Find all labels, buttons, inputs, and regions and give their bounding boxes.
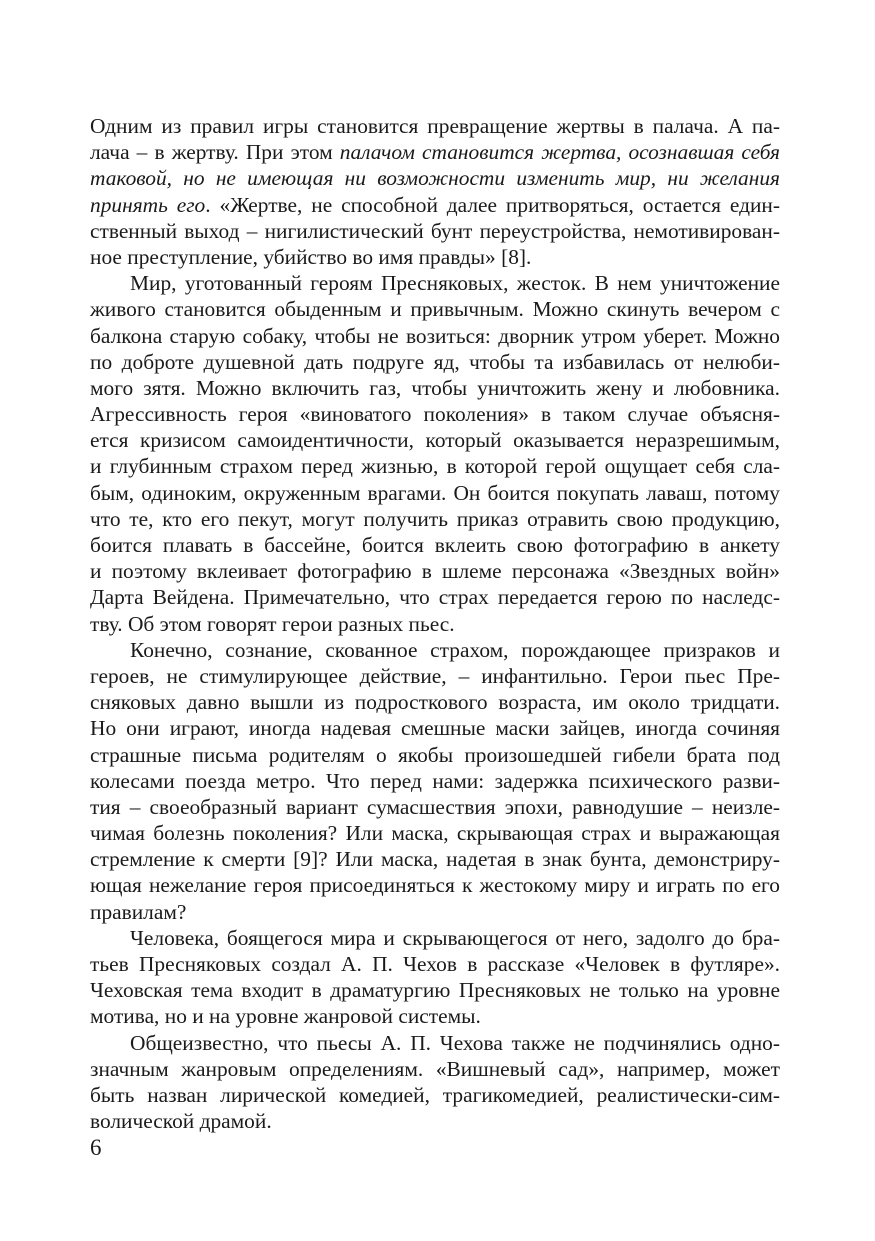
text-segment: Конечно, сознание, скованное страхом, порождающее призраков и — [130, 637, 780, 662]
text-line — [90, 846, 780, 872]
text-segment: ющая нежелание героя присоединяться к жестокому миру и играть по его — [90, 873, 780, 898]
text-segment: что те, кто его пекут, могут получить приказ отравить свою продукцию, — [90, 506, 780, 531]
text-segment: Мир, уготованный героям Пресняковых, жесток. В нем уничтожение — [130, 271, 780, 296]
text-segment: тьев Пресняковых создал А. П. Чехов в рассказе «Человек в футляре». — [90, 952, 780, 976]
text-segment: Агрессивность героя «виноватого поколения» в таком случае объясня- — [90, 402, 780, 427]
text-line — [90, 532, 780, 558]
text-line — [90, 453, 780, 479]
text-segment: мотива, но и на уровне жанровой системы. — [90, 1004, 481, 1029]
text-segment: Дарта Вейдена. Примечательно, что страх передается герою по наследс- — [90, 585, 780, 610]
text-line — [90, 899, 780, 925]
text-line — [90, 349, 780, 375]
text-segment: по доброте душевной дать подруге яд, чтобы та избавилась от нелюби- — [90, 349, 780, 374]
text-line — [90, 611, 780, 637]
text-line — [90, 742, 780, 768]
text-line — [90, 1030, 780, 1056]
text-line — [90, 689, 780, 715]
text-line — [90, 872, 780, 898]
text-segment: чимая болезнь поколения? Или маска, скрывающая страх и выражающая — [90, 821, 780, 846]
text-line — [90, 794, 780, 820]
text-line — [90, 113, 780, 139]
text-segment: бым, одиноким, окруженным врагами. Он боится покупать лаваш, потому — [90, 480, 780, 505]
text-segment: Чеховская тема входит в драматургию Пресняковых не только на уровне — [90, 978, 780, 1003]
text-line — [90, 244, 780, 270]
text-segment: Человека, боящегося мира и скрывающегося от него, задолго до бра- — [130, 925, 780, 950]
text-line — [90, 663, 780, 689]
text-line — [90, 1003, 780, 1029]
text-line — [90, 165, 780, 191]
text-line — [90, 715, 780, 741]
text-line — [90, 768, 780, 794]
text-line — [90, 139, 780, 165]
text-segment: живого становится обыденным и привычным. Можно скинуть вечером с — [90, 297, 780, 322]
italic-text-segment: таковой, но не имеющая ни возможности изменить мир, ни желания — [90, 166, 780, 191]
text-line — [90, 270, 780, 296]
text-segment: . «Жертве, не способной далее притворяться, остается един- — [205, 192, 780, 217]
text-line — [90, 218, 780, 244]
text-segment: Но они играют, иногда надевая смешные маски зайцев, иногда сочиняя — [90, 716, 780, 741]
text-line — [90, 323, 780, 349]
text-line — [90, 506, 780, 532]
text-line — [90, 427, 780, 453]
text-segment: правилам? — [90, 899, 187, 924]
text-segment: Общеизвестно, что пьесы А. П. Чехова также не подчинялись одно- — [130, 1030, 780, 1055]
text-line — [90, 401, 780, 427]
text-line — [90, 296, 780, 322]
text-segment: страшные письма родителям о якобы произошедшей гибели брата под — [90, 742, 780, 767]
page-body-text — [90, 113, 780, 1134]
text-line — [90, 480, 780, 506]
text-line — [90, 637, 780, 663]
text-segment: тия – своеобразный вариант сумасшествия эпохи, равнодушие – неизле- — [90, 794, 780, 819]
text-segment: ное преступление, убийство во имя правды» [8]. — [90, 244, 532, 269]
text-segment: и глубинным страхом перед жизнью, в которой герой ощущает себя сла- — [90, 454, 780, 479]
text-line — [90, 1056, 780, 1082]
text-segment: быть назван лирической комедией, трагикомедией, реалистически-сим- — [90, 1082, 780, 1107]
text-line — [90, 375, 780, 401]
text-line — [90, 951, 780, 977]
text-line — [90, 192, 780, 218]
text-segment: мого зятя. Можно включить газ, чтобы уничтожить жену и любовника. — [90, 375, 780, 400]
text-segment: волической драмой. — [90, 1109, 272, 1134]
text-segment: тву. Об этом говорят герои разных пьес. — [90, 611, 455, 636]
text-segment: значным жанровым определениям. «Вишневый сад», например, может — [90, 1056, 780, 1081]
text-line — [90, 925, 780, 951]
text-line — [90, 1108, 780, 1134]
text-line — [90, 584, 780, 610]
italic-text-segment: палачом становится жертва, осознавшая себя — [339, 140, 780, 165]
text-line — [90, 1082, 780, 1108]
text-line — [90, 558, 780, 584]
text-segment: боится плавать в бассейне, боится вклеить свою фотографию в анкету — [90, 533, 780, 557]
text-segment: ется кризисом самоидентичности, который оказывается неразрешимым, — [90, 428, 780, 453]
text-segment: лача – в жертву. При этом — [90, 140, 340, 165]
page-number: 6 — [90, 1135, 102, 1160]
text-segment: балкона старую собаку, чтобы не возиться: дворник утром уберет. Можно — [90, 323, 780, 348]
italic-text-segment: принять его — [90, 192, 206, 217]
text-segment: колесами поезда метро. Что перед нами: задержка психического разви- — [90, 768, 780, 793]
text-segment: стремление к смерти [9]? Или маска, надетая в знак бунта, демонстриру- — [90, 847, 780, 872]
text-segment: героев, не стимулирующее действие, – инфантильно. Герои пьес Пре- — [90, 663, 780, 688]
text-segment: и поэтому вклеивает фотографию в шлеме персонажа «Звездных войн» — [90, 559, 780, 584]
text-segment: ственный выход – нигилистический бунт переустройства, немотивирован- — [90, 218, 780, 243]
text-line — [90, 977, 780, 1003]
text-segment: Одним из правил игры становится превращение жертвы в палача. А па- — [90, 114, 780, 138]
text-line — [90, 820, 780, 846]
text-segment: сняковых давно вышли из подросткового возраста, им около тридцати. — [90, 690, 780, 715]
